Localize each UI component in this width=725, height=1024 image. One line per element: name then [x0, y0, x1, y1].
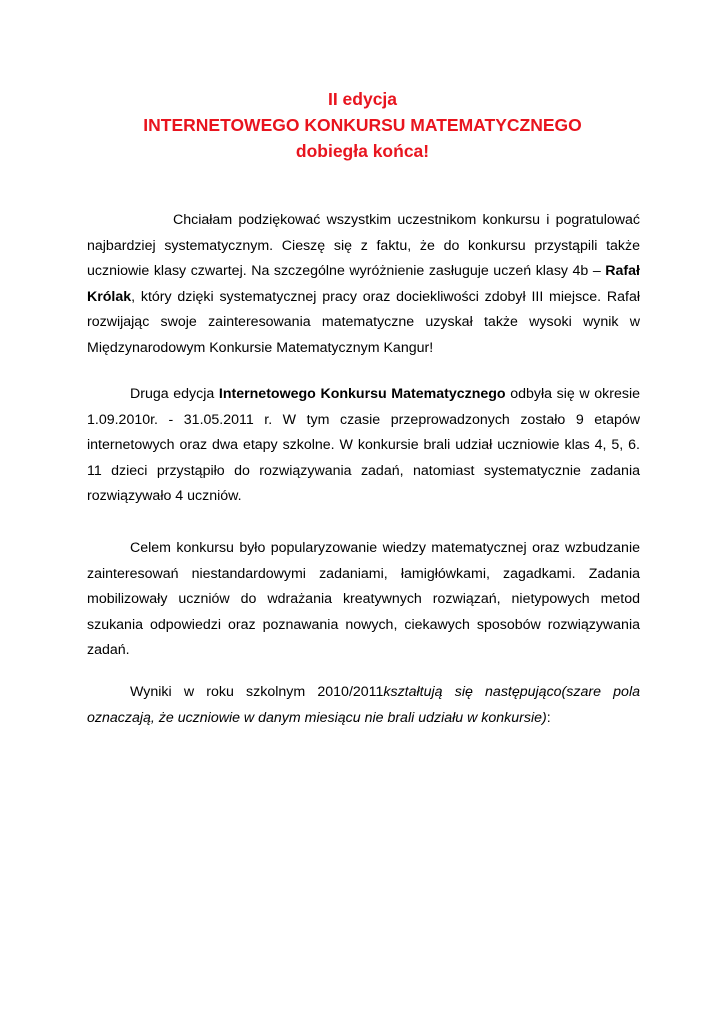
title-line-edition: II edycja [327, 89, 398, 109]
paragraph-contest-details [87, 382, 640, 510]
paragraph-thanks-text-end: , który dzięki systematycznej pracy oraz dociekliwości zdobył III miejsce. Rafał rozwijając swoje zainteresowania matematyczne uzyskał także wysoki wynik w Międzynarodowym Konkursie Matematycznym Kangur! [87, 288, 640, 356]
winner-name: Rafał Królak [87, 263, 640, 305]
results-intro-regular: Wyniki w roku szkolnym 2010/2011 [130, 684, 384, 700]
title-line-finished: dobiegła końca! [295, 141, 430, 161]
paragraph-thanks [87, 208, 640, 361]
paragraph-goal-text: Celem konkursu było popularyzowanie wiedzy matematycznej oraz wzbudzanie zainteresowań niestandardowymi zadaniami, łamigłówkami, zagadkami. Zadania mobilizowały uczniów do wdrażania kreatywnych rozwiązań, nietypowych metod szukania odpowiedzi oraz poznawania nowych, ciekawych sposobów rozwiązywania zadań. [87, 540, 640, 658]
paragraph-results-intro [87, 680, 640, 731]
paragraph-thanks-text-start: Chciałam podziękować wszystkim uczestnikom konkursu i pogratulować najbardziej systematycznym. Cieszę się z faktu, że do konkursu przystąpili także uczniowie klasy czwartej. Na szczególne wyróżnienie zasługuje uczeń klasy 4b – [87, 212, 640, 279]
document-title [0, 86, 725, 164]
paragraph-contest-goal [87, 536, 640, 664]
results-intro-italic: kształtują się następująco(szare pola oznaczają, że uczniowie w danym miesiącu nie brali udziału w konkursie) [87, 684, 640, 726]
title-line-contest-name: INTERNETOWEGO KONKURSU MATEMATYCZNEGO [143, 115, 582, 135]
contest-name-bold: Internetowego Konkursu Matematycznego [218, 386, 506, 402]
paragraph-details-text-start: Druga edycja [130, 386, 219, 402]
results-intro-colon: : [546, 709, 551, 726]
paragraph-details-text-end: odbyła się w okresie 1.09.2010r. - 31.05.2011 r. W tym czasie przeprowadzonych zostało 9 etapów internetowych oraz dwa etapy szkolne. W konkursie brali udział uczniowie klas 4, 5, 6. 11 dzieci przystąpiło do rozwiązywania zadań, natomiast systematycznie zadania rozwiązywało 4 uczniów. [87, 386, 640, 504]
